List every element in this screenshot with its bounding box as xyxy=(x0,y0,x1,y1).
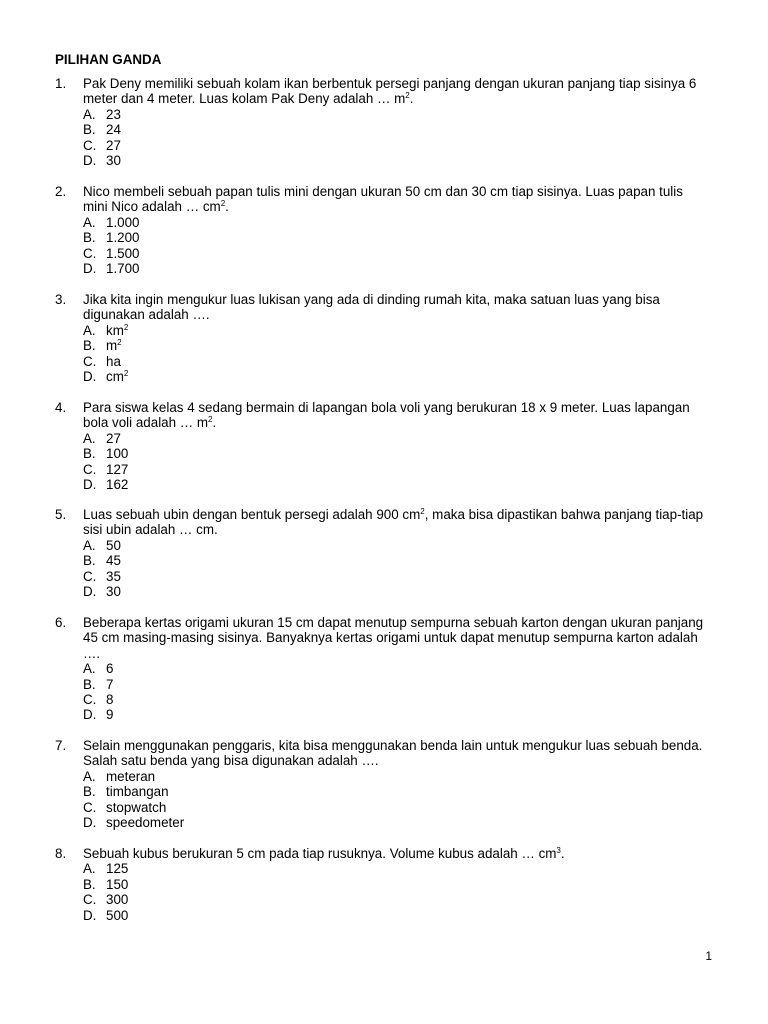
option-value: $km^2$ xyxy=(106,322,129,338)
option-letter: A. xyxy=(83,214,96,230)
question-item xyxy=(55,292,705,384)
option-value: 162 xyxy=(106,476,129,492)
answer-option xyxy=(83,215,705,230)
question-text: Nico membeli sebuah papan tulis mini dengan ukuran 50 cm dan 30 cm tiap sisinya. Luas papan tulis mini Nico adalah … $cm^2$. xyxy=(83,184,683,215)
option-letter: D. xyxy=(83,260,97,276)
answer-option xyxy=(83,815,705,830)
question-number: 7. xyxy=(55,738,67,753)
option-value: speedometer xyxy=(106,814,185,830)
question-text: Selain menggunakan penggaris, kita bisa menggunakan benda lain untuk mengukur luas sebuah benda. Salah satu benda yang bisa digunakan adalah …. xyxy=(83,738,703,769)
answer-option xyxy=(83,153,705,168)
question-item xyxy=(55,507,705,599)
option-letter: C. xyxy=(83,892,97,908)
option-letter: A. xyxy=(83,768,96,784)
option-value: stopwatch xyxy=(106,799,167,815)
question-number: 4. xyxy=(55,400,67,415)
answer-option xyxy=(83,338,705,353)
option-letter: D. xyxy=(83,368,97,384)
option-letter: A. xyxy=(83,430,96,446)
option-letter: B. xyxy=(83,446,96,462)
answer-option xyxy=(83,261,705,276)
option-letter: D. xyxy=(83,814,97,830)
question-item xyxy=(55,400,705,492)
answer-option xyxy=(83,584,705,599)
answer-option xyxy=(83,369,705,384)
page-number: 1 xyxy=(705,949,712,963)
option-letter: C. xyxy=(83,799,97,815)
answer-option xyxy=(83,677,705,692)
question-text: Jika kita ingin mengukur luas lukisan yang ada di dinding rumah kita, maka satuan luas yang bisa digunakan adalah …. xyxy=(83,292,660,323)
option-value: 30 xyxy=(106,583,121,599)
option-value: meteran xyxy=(106,768,156,784)
option-letter: A. xyxy=(83,106,96,122)
question-item xyxy=(55,76,705,168)
option-letter: B. xyxy=(83,784,96,800)
option-letter: A. xyxy=(83,861,96,877)
option-letter: B. xyxy=(83,122,96,138)
answer-option xyxy=(83,861,705,876)
option-letter: D. xyxy=(83,476,97,492)
option-value: 150 xyxy=(106,876,129,892)
answer-option xyxy=(83,769,705,784)
option-letter: A. xyxy=(83,322,96,338)
answer-option xyxy=(83,122,705,137)
question-number: 5. xyxy=(55,507,67,522)
option-value: 27 xyxy=(106,430,121,446)
question-text: Para siswa kelas 4 sedang bermain di lapangan bola voli yang berukuran 18 x 9 meter. Luas lapangan bola voli adalah … $m^2$. xyxy=(83,400,690,431)
option-letter: A. xyxy=(83,661,96,677)
option-value: 7 xyxy=(106,676,114,692)
question-number: 2. xyxy=(55,184,67,199)
answer-option xyxy=(83,908,705,923)
option-letter: B. xyxy=(83,553,96,569)
option-value: $cm^2$ xyxy=(106,368,129,384)
answer-option xyxy=(83,661,705,676)
answer-option xyxy=(83,800,705,815)
answer-option xyxy=(83,569,705,584)
option-letter: C. xyxy=(83,568,97,584)
answer-option xyxy=(83,107,705,122)
answer-option xyxy=(83,431,705,446)
question-text: Sebuah kubus berukuran 5 cm pada tiap rusuknya. Volume kubus adalah … $cm^3$. xyxy=(83,846,565,861)
question-text: Beberapa kertas origami ukuran 15 cm dapat menutup sempurna sebuah karton dengan ukuran panjang 45 cm masing-masing sisinya. Banyaknya kertas origami untuk dapat menutup sempurna karton adalah …. xyxy=(83,615,704,661)
option-letter: C. xyxy=(83,461,97,477)
question-number: 1. xyxy=(55,76,67,91)
answer-option xyxy=(83,877,705,892)
option-letter: A. xyxy=(83,537,96,553)
answer-option xyxy=(83,477,705,492)
answer-option xyxy=(83,707,705,722)
answer-option xyxy=(83,553,705,568)
option-value: 24 xyxy=(106,122,121,138)
option-value: 1.000 xyxy=(106,214,140,230)
option-letter: C. xyxy=(83,245,97,261)
option-value: 50 xyxy=(106,537,121,553)
question-number: 3. xyxy=(55,292,67,307)
option-letter: D. xyxy=(83,707,97,723)
answer-option xyxy=(83,462,705,477)
option-letter: C. xyxy=(83,692,97,707)
option-value: 500 xyxy=(106,907,129,923)
answer-option xyxy=(83,138,705,153)
answer-option xyxy=(83,892,705,907)
section-heading: PILIHAN GANDA xyxy=(55,52,162,67)
question-item xyxy=(55,615,705,723)
option-letter: B. xyxy=(83,230,96,246)
option-value: 27 xyxy=(106,137,121,153)
answer-option xyxy=(83,323,705,338)
option-value: 30 xyxy=(106,152,121,168)
option-value: 35 xyxy=(106,568,121,584)
answer-option xyxy=(83,230,705,245)
option-letter: B. xyxy=(83,338,96,354)
option-value: 100 xyxy=(106,446,129,462)
option-letter: C. xyxy=(83,353,97,369)
option-letter: D. xyxy=(83,907,97,923)
question-number: 8. xyxy=(55,846,67,861)
option-value: 125 xyxy=(106,861,129,877)
option-value: 8 xyxy=(106,692,114,707)
question-text: Luas sebuah ubin dengan bentuk persegi adalah 900 $cm^2$, maka bisa dipastikan bahwa panjang tiap-tiap sisi ubin adalah … cm. xyxy=(83,507,704,538)
option-value: 1.200 xyxy=(106,230,140,246)
option-letter: D. xyxy=(83,152,97,168)
answer-option xyxy=(83,246,705,261)
option-letter: C. xyxy=(83,137,97,153)
question-item xyxy=(55,846,705,923)
question-number: 6. xyxy=(55,615,67,630)
option-letter: D. xyxy=(83,583,97,599)
option-value: ha xyxy=(106,353,121,369)
option-letter: B. xyxy=(83,676,96,692)
question-item xyxy=(55,184,705,276)
option-letter: B. xyxy=(83,876,96,892)
option-value: 9 xyxy=(106,707,114,723)
answer-option xyxy=(83,446,705,461)
option-value: 6 xyxy=(106,661,114,677)
option-value: timbangan xyxy=(106,784,169,800)
option-value: 1.500 xyxy=(106,245,140,261)
option-value: 300 xyxy=(106,892,129,908)
option-value: 127 xyxy=(106,461,129,477)
answer-option xyxy=(83,538,705,553)
option-value: 23 xyxy=(106,106,121,122)
option-value: $m^2$ xyxy=(106,338,122,354)
answer-option xyxy=(83,692,705,707)
option-value: 45 xyxy=(106,553,121,569)
option-value: 1.700 xyxy=(106,260,140,276)
answer-option xyxy=(83,354,705,369)
answer-option xyxy=(83,784,705,799)
question-text: Pak Deny memiliki sebuah kolam ikan berbentuk persegi panjang dengan ukuran panjang tiap sisinya 6 meter dan 4 meter. Luas kolam Pak Deny adalah … $m^2$. xyxy=(83,76,697,107)
question-item xyxy=(55,738,705,830)
